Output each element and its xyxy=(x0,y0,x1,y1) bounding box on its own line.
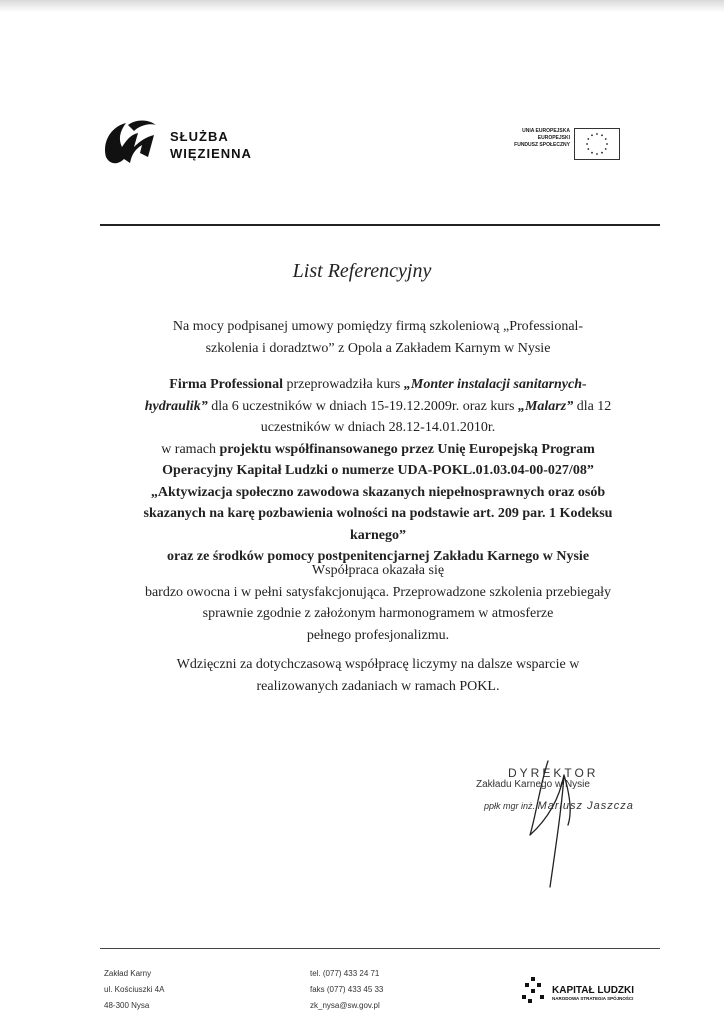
kapital-ludzki-logo-icon xyxy=(518,975,548,1005)
signatory-title: DYREKTOR xyxy=(508,766,599,780)
project-line6: oraz ze środków pomocy postpenitencjarnej Zakładu Karnego w Nysie xyxy=(166,549,590,564)
kl-title: KAPITAŁ LUDZKI xyxy=(552,985,635,996)
footer-contact xyxy=(310,966,383,1014)
kl-subtitle: NARODOWA STRATEGIA SPÓJNOŚCI xyxy=(552,996,634,1001)
footer-address xyxy=(104,966,164,1014)
eu-line3: FUNDUSZ SPOŁECZNY xyxy=(514,142,570,148)
sluzba-wiezienna-logo-icon xyxy=(100,113,168,173)
p1-line1: Na mocy podpisanej umowy pomiędzy firmą szkoleniową „Professional- xyxy=(172,319,584,334)
p3-line1: Współpraca okazała się xyxy=(311,563,445,578)
eu-line1: UNIA EUROPEJSKA xyxy=(522,128,570,134)
p4-line1: Wdzięczni za dotychczasową współpracę liczymy na dalsze wsparcie w xyxy=(176,657,580,672)
p4-line2: realizowanych zadaniach w ramach POKL. xyxy=(256,678,500,694)
project-line3: „Aktywizacja społeczno zawodowa skazanych niepełnosprawnych oraz osób xyxy=(150,484,606,500)
paragraph-agreement xyxy=(108,316,648,359)
header-divider xyxy=(100,224,660,226)
eu-line2: EUROPEJSKI xyxy=(537,135,570,141)
course2-name: „Malarz” xyxy=(517,398,574,414)
document-title: List Referencyjny xyxy=(292,260,432,282)
p2-text3: dla 12 xyxy=(573,398,612,414)
footer-divider xyxy=(100,948,660,949)
footer-addr-line2: ul. Kościuszki 4A xyxy=(104,985,165,994)
p2-line3: uczestników w dniach 28.12-14.01.2010r. xyxy=(260,420,496,435)
footer-phone: tel. (077) 433 24 71 xyxy=(310,969,380,978)
p2-text5: w ramach xyxy=(161,441,220,457)
course1-name-a: „Monter instalacji sanitarnych- xyxy=(403,377,587,392)
p2-line1 xyxy=(108,374,648,396)
footer-fax: faks (077) 433 45 33 xyxy=(310,985,384,994)
company-name: Firma Professional xyxy=(169,377,283,392)
p1-line2: szkolenia i doradztwo” z Opola a Zakładem Karnym w Nysie xyxy=(205,340,551,356)
p3-line2: bardzo owocna i w pełni satysfakcjonująca. Przeprowadzone szkolenia przebiegały xyxy=(144,584,612,600)
signatory-unit: Zakładu Karnego w Nysie xyxy=(476,779,590,790)
paragraph-courses xyxy=(108,374,648,568)
institution-name-line1: SŁUŻBA xyxy=(170,129,229,144)
footer-email: zk_nysa@sw.gov.pl xyxy=(310,1001,380,1010)
project-line1: projektu współfinansowanego przez Unię Europejską Program xyxy=(219,441,595,457)
footer-addr-line1: Zakład Karny xyxy=(104,969,152,978)
institution-name-line2: WIĘZIENNA xyxy=(170,146,252,161)
project-line2: Operacyjny Kapitał Ludzki o numerze UDA-POKL.01.03.04-00-027/08” xyxy=(162,463,594,478)
project-line4: skazanych na karę pozbawienia wolności na podstawie art. 209 par. 1 Kodeksu xyxy=(143,506,613,521)
paragraph-thanks xyxy=(108,654,648,697)
footer-addr-line3: 48-300 Nysa xyxy=(104,1001,150,1010)
signatory-fullname: Mariusz Jaszcza xyxy=(537,800,634,812)
eu-flag-icon xyxy=(574,128,620,160)
signatory-rank: ppłk mgr inż. xyxy=(484,801,536,811)
institution-name xyxy=(170,128,252,162)
p2-text2: dla 6 uczestników w dniach 15-19.12.2009r. oraz kurs xyxy=(207,398,518,414)
p2-text1: przeprowadziła kurs xyxy=(282,377,404,392)
p3-line3: sprawnie zgodnie z założonym harmonogramem w atmosferze xyxy=(202,606,554,621)
kapital-ludzki-logo-text xyxy=(552,985,634,1001)
p3-line4: pełnego profesjonalizmu. xyxy=(306,627,450,643)
eu-logo-text xyxy=(508,128,570,149)
scan-edge xyxy=(0,0,724,12)
paragraph-cooperation xyxy=(108,560,648,646)
handwritten-signature-icon xyxy=(500,755,620,895)
p2-line4 xyxy=(108,439,648,461)
project-line5: karnego” xyxy=(350,527,406,543)
course1-name-b: hydraulik” xyxy=(144,398,208,414)
p2-line2 xyxy=(108,396,648,418)
